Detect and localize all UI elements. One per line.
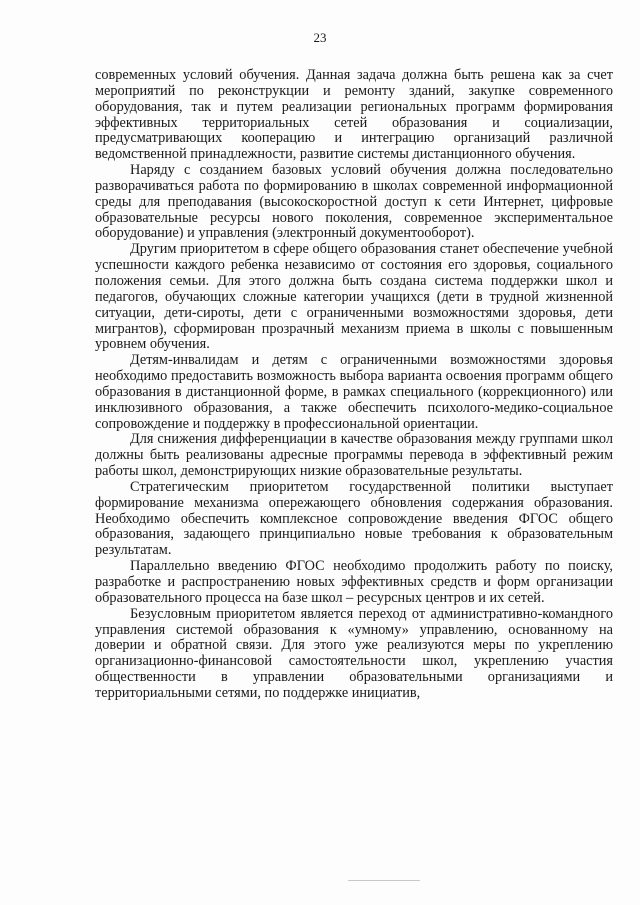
body-text xyxy=(95,68,613,702)
page-number: 23 xyxy=(313,30,327,45)
page-bottom-divider xyxy=(348,880,420,881)
paragraph-6: Стратегическим приоритетом государственной политики выступает формирование механизма опережающего обновления содержания образования. Необходимо обеспечить комплексное сопровождение введения ФГОС общего образования, задающего принципиально новые требования к образовательным результатам. xyxy=(95,478,613,559)
paragraph-4: Детям-инвалидам и детям с ограниченными возможностями здоровья необходимо предоставить возможность выбора варианта освоения программ общего образования в дистанционной форме, в рамках специального (коррекционного) или инклюзивного образования, а также обеспечить психолого-медико-социальное сопровождение и поддержку в профессиональной ориентации. xyxy=(95,352,613,432)
paragraph-5: Для снижения дифференциации в качестве образования между группами школ должны быть реализованы адресные программы перевода в эффективный режим работы школ, демонстрирующих низкие образовательные результаты. xyxy=(95,431,613,480)
paragraph-2: Наряду с созданием базовых условий обучения должна последовательно разворачиваться работа по формированию в школах современной информационной среды для преподавания (высокоскоростной доступ к сети Интернет, цифровые образовательные ресурсы нового поколения, современное экспериментальное оборудование) и управления (электронный документооборот). xyxy=(95,162,613,242)
paragraph-8: Безусловным приоритетом является переход от административно-командного управления системой образования к «умному» управлению, основанному на доверии и обратной связи. Для этого уже реализуются меры по укреплению организационно-финансовой самостоятельности школ, укреплению участия общественности в управлении образовательными организациями и территориальными сетями, по поддержке инициатив, xyxy=(95,605,613,701)
paragraph-3: Другим приоритетом в сфере общего образования станет обеспечение учебной успешности каждого ребенка независимо от состояния его здоровья, социального положения семьи. Для этого должна быть создана система поддержки школ и педагогов, обучающих сложные категории учащихся (дети в трудной жизненной ситуации, дети-сироты, дети с ограниченными возможностями здоровья, дети мигрантов), сформирован прозрачный механизм приема в школы с повышенным уровнем обучения. xyxy=(95,241,613,353)
paragraph-7: Параллельно введению ФГОС необходимо продолжить работу по поиску, разработке и распространению новых эффективных средств и форм организации образовательного процесса на базе школ – ресурсных центров и их сетей. xyxy=(95,558,613,606)
paragraph-1: современных условий обучения. Данная задача должна быть решена как за счет мероприятий по реконструкции и ремонту зданий, закупке современного оборудования, так и путем реализации региональных программ формирования эффективных территориальных сетей образования и социализации, предусматривающих кооперацию и интеграцию организаций различной ведомственной принадлежности, развитие системы дистанционного обучения. xyxy=(95,67,613,163)
